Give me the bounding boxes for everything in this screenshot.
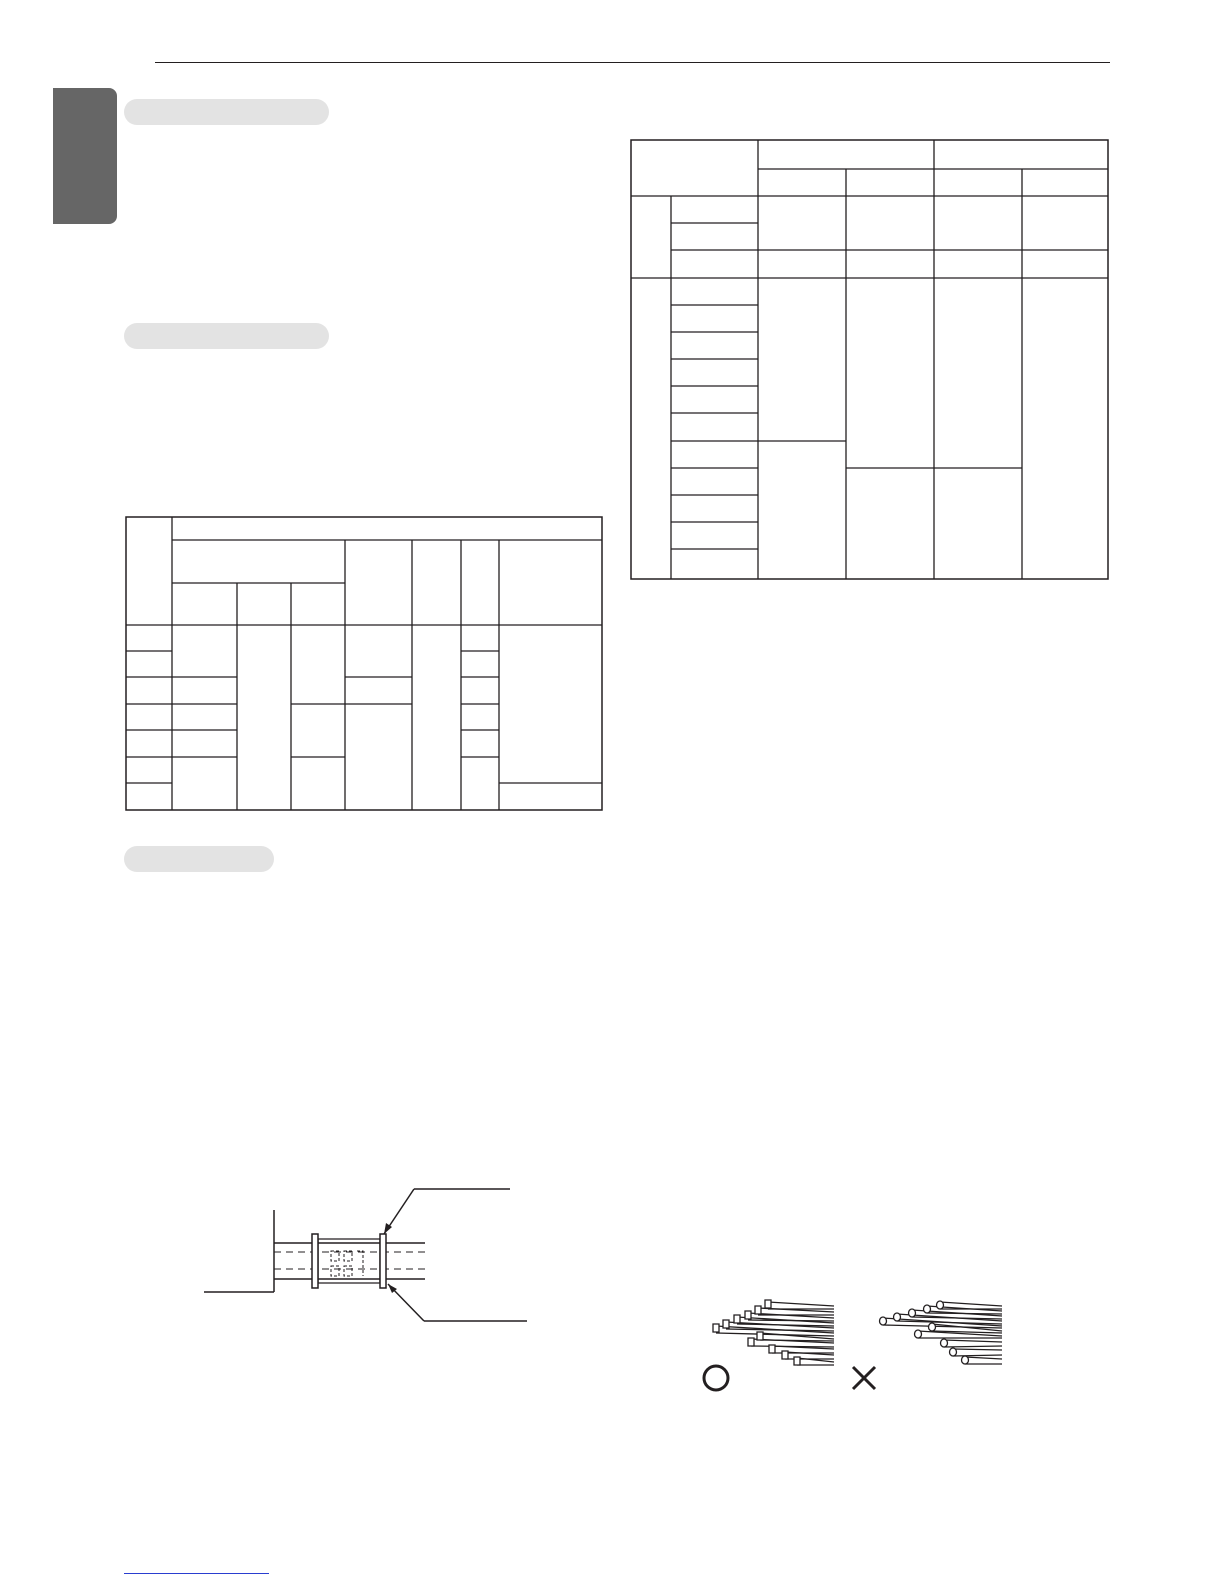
ok-mark-icon <box>704 1366 728 1390</box>
ng-mark-icon <box>853 1367 875 1389</box>
footer-link-underline[interactable] <box>124 1573 269 1574</box>
